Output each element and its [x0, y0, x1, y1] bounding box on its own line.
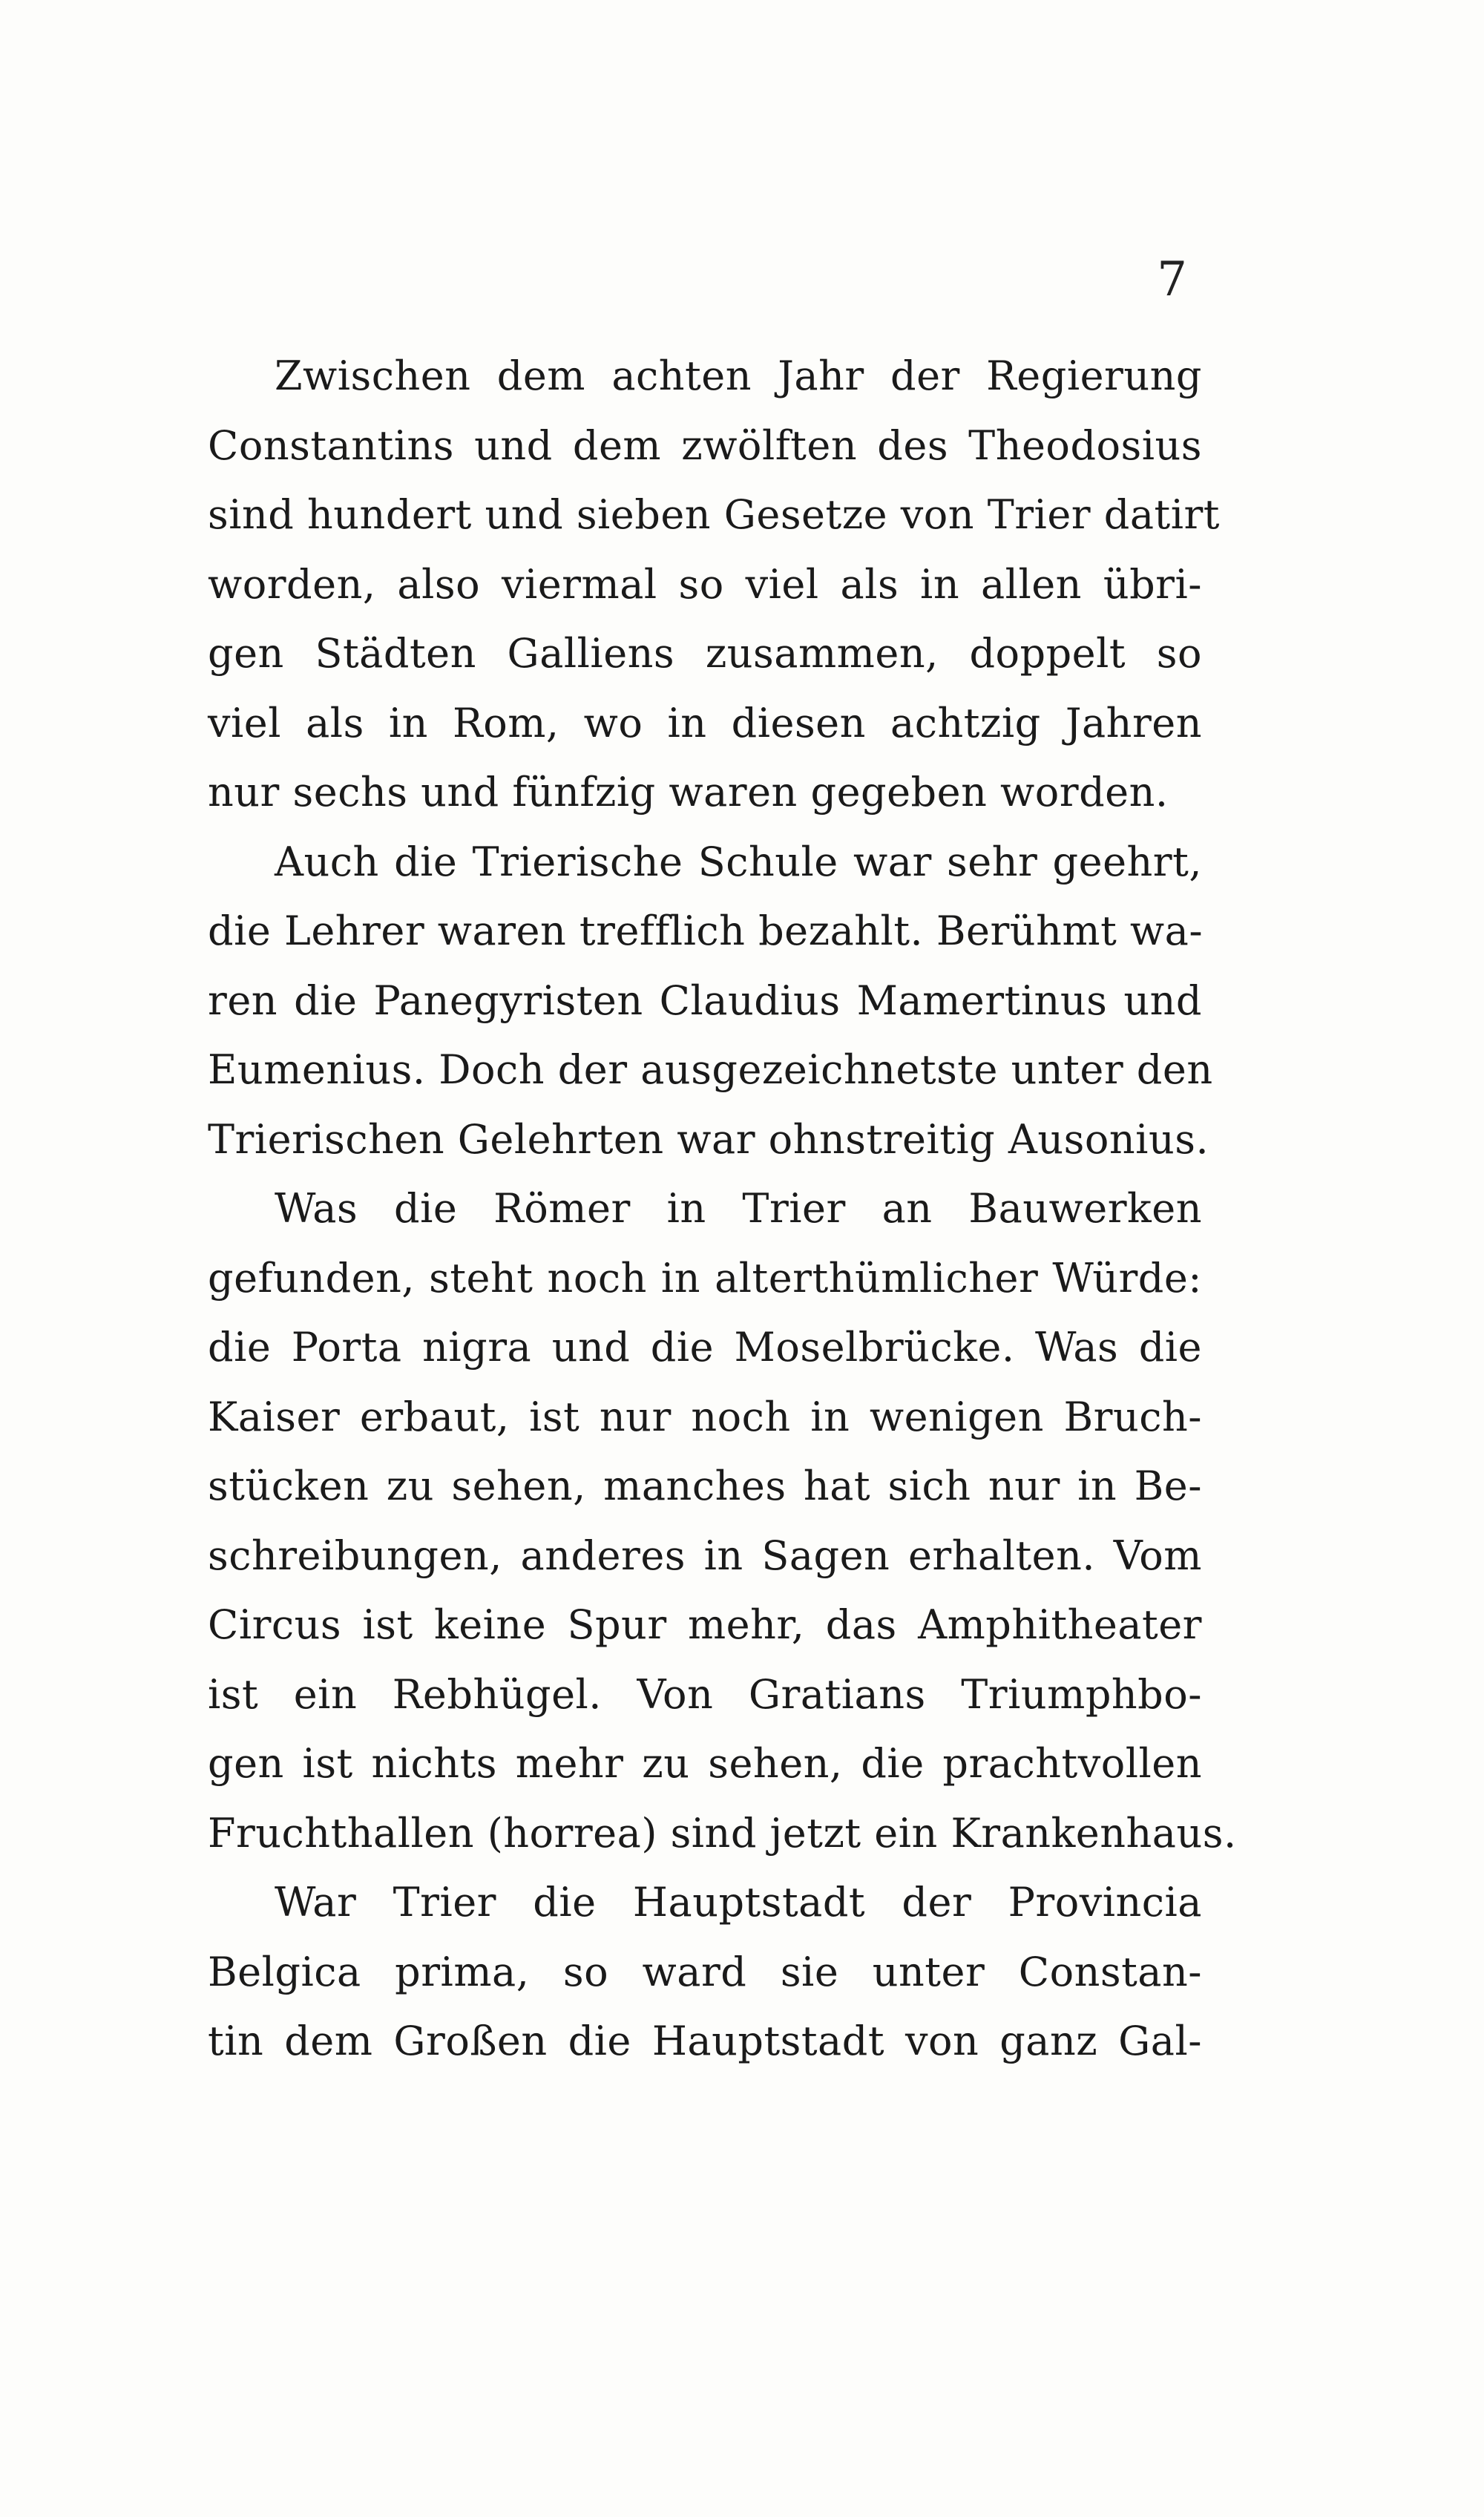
page-number: 7: [1157, 252, 1187, 307]
body-text: [208, 341, 1237, 2076]
text-line: sind hundert und sieben Gesetze von Trier datirt: [208, 491, 1221, 538]
text-line: nur sechs und fünfzig waren gegeben worden.: [208, 769, 1169, 816]
text-line: Constantins und dem zwölften des Theodosius: [208, 421, 1202, 469]
text-line: Kaiser erbaut, ist nur noch in wenigen Bruch-: [208, 1393, 1202, 1440]
text-line: stücken zu sehen, manches hat sich nur in Be-: [208, 1463, 1202, 1509]
text-line: worden, also viermal so viel als in allen übri-: [208, 560, 1202, 608]
text-line: viel als in Rom, wo in diesen achtzig Jahren: [208, 699, 1202, 746]
text-line: Eumenius. Doch der ausgezeichnetste unter den: [208, 1046, 1213, 1093]
text-line: Circus ist keine Spur mehr, das Amphitheater: [208, 1601, 1202, 1648]
text-line: Auch die Trierische Schule war sehr geehrt,: [275, 838, 1202, 885]
text-line: War Trier die Hauptstadt der Provincia: [275, 1879, 1202, 1926]
text-line: Fruchthallen (horrea) sind jetzt ein Krankenhaus.: [208, 1809, 1237, 1857]
text-line: tin dem Großen die Hauptstadt von ganz Gal-: [208, 2018, 1202, 2064]
text-line: die Lehrer waren trefflich bezahlt. Berühmt wa-: [208, 908, 1204, 954]
text-line: ren die Panegyristen Claudius Mamertinus und: [208, 977, 1202, 1024]
text-line: die Porta nigra und die Moselbrücke. Was die: [208, 1324, 1202, 1371]
text-line: Trierischen Gelehrten war ohnstreitig Ausonius.: [208, 1115, 1209, 1163]
text-line: gefunden, steht noch in alterthümlicher Würde:: [208, 1254, 1202, 1302]
text-line: gen Städten Galliens zusammen, doppelt so: [208, 630, 1202, 677]
text-line: ist ein Rebhügel. Von Gratians Triumphbo-: [208, 1670, 1202, 1718]
text-line: Belgica prima, so ward sie unter Constan-: [208, 1948, 1202, 1995]
text-line: gen ist nichts mehr zu sehen, die prachtvollen: [208, 1740, 1202, 1787]
text-line: schreibungen, anderes in Sagen erhalten. Vom: [208, 1532, 1202, 1579]
text-line: Was die Römer in Trier an Bauwerken: [275, 1185, 1202, 1232]
text-line: Zwischen dem achten Jahr der Regierung: [275, 352, 1202, 399]
